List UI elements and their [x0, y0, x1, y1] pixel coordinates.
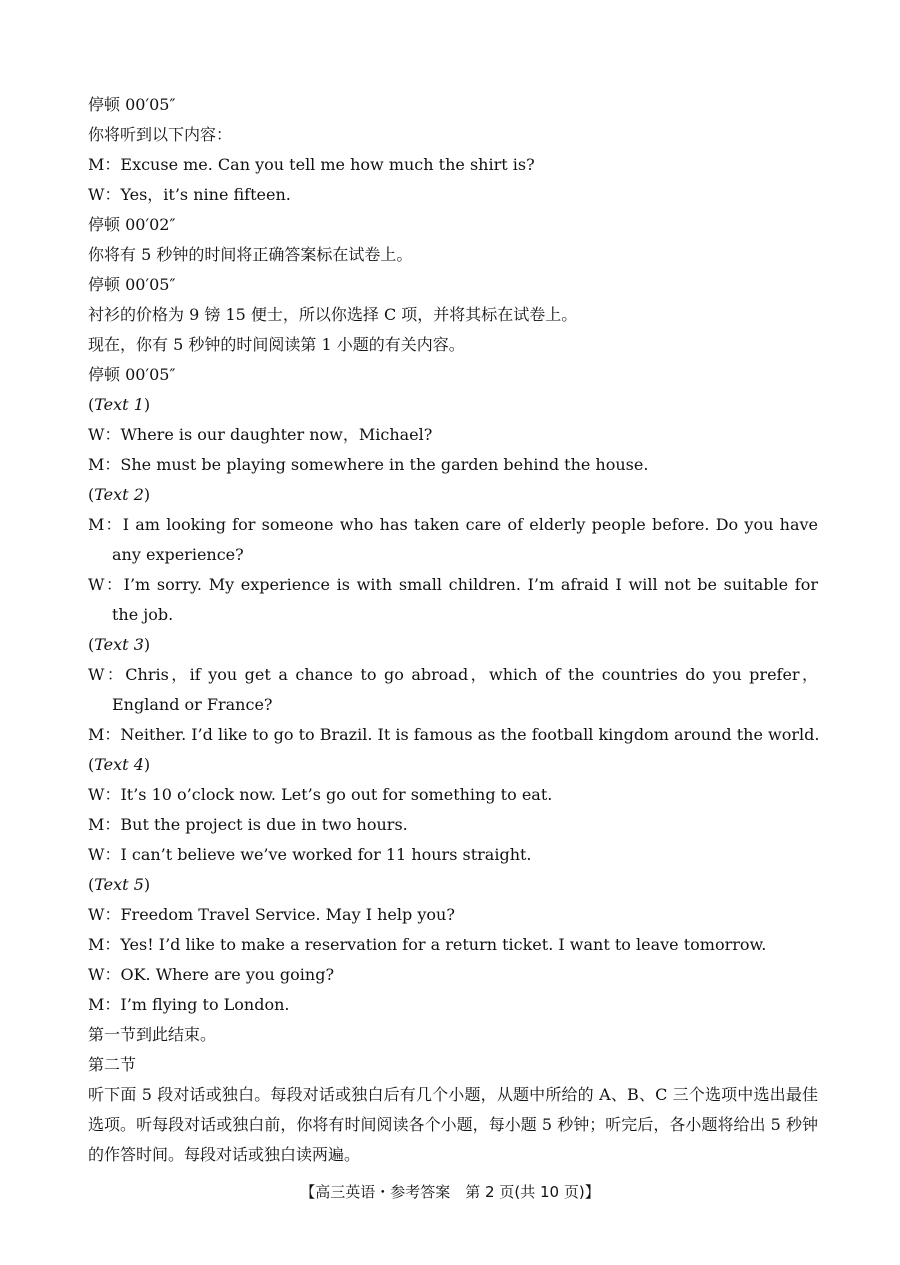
text-line: 第一节到此结束。: [88, 1025, 217, 1044]
section-label: (Text 1): [88, 395, 151, 414]
text-line: 停顿 00′05″: [88, 365, 176, 384]
section-label: (Text 2): [88, 485, 151, 504]
text-line: 第二节: [88, 1055, 137, 1074]
dialogue-line: M：I am looking for someone who has taken care of elderly people before. Do you have any experience?: [88, 515, 818, 564]
text-line: 停顿 00′05″: [88, 95, 176, 114]
dialogue-line: W：I’m sorry. My experience is with small children. I’m afraid I will not be suitable for the job.: [88, 575, 818, 624]
text-line: W：OK. Where are you going?: [88, 965, 335, 984]
text-line: 衬衫的价格为 9 镑 15 便士，所以你选择 C 项，并将其标在试卷上。: [88, 305, 578, 324]
text-line: M：Neither. I’d like to go to Brazil. It is famous as the football kingdom around the world.: [88, 725, 820, 744]
text-line: W：It’s 10 o’clock now. Let’s go out for something to eat.: [88, 785, 553, 804]
section-label-text: Text 1: [94, 395, 144, 414]
text-line: 你将听到以下内容：: [88, 125, 233, 144]
section-label: (Text 3): [88, 635, 151, 654]
section-label-text: Text 3: [94, 635, 144, 654]
document-body: [88, 90, 818, 1170]
text-line: M：Yes! I’d like to make a reservation for a return ticket. I want to leave tomorrow.: [88, 935, 767, 954]
dialogue-line: W：Chris，if you get a chance to go abroad，which of the countries do you prefer，England or France?: [88, 665, 818, 714]
text-line: M：Excuse me. Can you tell me how much the shirt is?: [88, 155, 535, 174]
section-label-text: Text 5: [94, 875, 144, 894]
text-line: 停顿 00′02″: [88, 215, 176, 234]
text-line: W：Yes，it’s nine fifteen.: [88, 185, 291, 204]
text-line: W：I can’t believe we’ve worked for 11 hours straight.: [88, 845, 532, 864]
text-line: M：I’m flying to London.: [88, 995, 290, 1014]
section-label-text: Text 4: [94, 755, 144, 774]
text-line: 你将有 5 秒钟的时间将正确答案标在试卷上。: [88, 245, 413, 264]
text-line: W：Where is our daughter now，Michael?: [88, 425, 433, 444]
text-line: 停顿 00′05″: [88, 275, 176, 294]
text-line: W：Freedom Travel Service. May I help you?: [88, 905, 455, 924]
instruction-paragraph: 听下面 5 段对话或独白。每段对话或独白后有几个小题，从题中所给的 A、B、C 三个选项中选出最佳选项。听每段对话或独白前，你将有时间阅读各个小题，每小题 5 秒钟；听完后，各小题将给出 5 秒钟的作答时间。每段对话或独白读两遍。: [88, 1085, 818, 1164]
text-line: 现在，你有 5 秒钟的时间阅读第 1 小题的有关内容。: [88, 335, 465, 354]
section-label-text: Text 2: [94, 485, 144, 504]
section-label: (Text 5): [88, 875, 151, 894]
text-line: M：She must be playing somewhere in the garden behind the house.: [88, 455, 649, 474]
text-line: M：But the project is due in two hours.: [88, 815, 408, 834]
section-label: (Text 4): [88, 755, 151, 774]
page-footer: 【高三英语・参考答案 第 2 页(共 10 页)】: [300, 1183, 600, 1201]
